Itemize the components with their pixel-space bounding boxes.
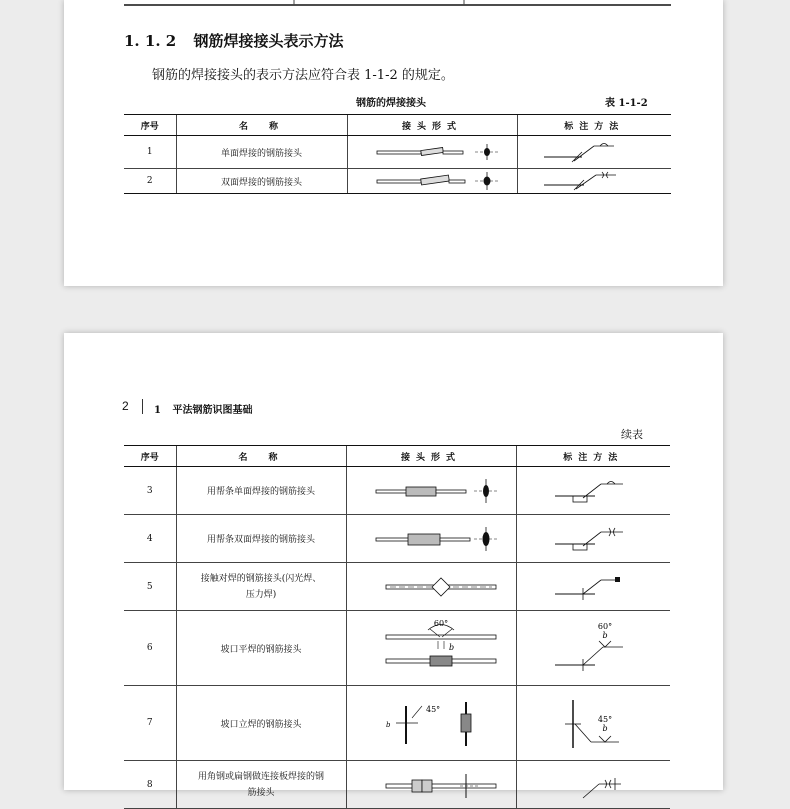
table-row xyxy=(124,686,670,761)
row-number: 1 xyxy=(124,136,176,169)
angle-label: 60° xyxy=(598,622,613,631)
notation-diagram xyxy=(517,136,671,169)
joint-form-diagram xyxy=(346,563,516,611)
gap-label: b xyxy=(602,724,608,733)
header-notation: 标注方法 xyxy=(516,446,670,467)
continued-label: 续表 xyxy=(621,428,643,441)
angle-plate-splice-joint-icon xyxy=(356,770,506,800)
table-number: 表 1-1-2 xyxy=(605,98,648,109)
row-number: 5 xyxy=(124,563,176,611)
notation-diagram xyxy=(516,686,670,761)
joint-form-diagram xyxy=(346,515,516,563)
notation-diagram xyxy=(516,563,670,611)
header-name: 名 称 xyxy=(176,446,346,467)
gap-label: b xyxy=(602,631,608,640)
table-row xyxy=(124,136,671,169)
page-2 xyxy=(64,333,723,798)
notation-diagram xyxy=(517,169,671,194)
page-number: 2 xyxy=(122,399,129,413)
chapter-title: 平法钢筋识图基础 xyxy=(172,405,253,416)
joint-form-diagram xyxy=(346,467,516,515)
table-row xyxy=(124,761,670,809)
table-header-row xyxy=(124,115,671,136)
single-sided-weld-joint-icon xyxy=(357,140,507,164)
header-joint-form: 接头形式 xyxy=(346,446,516,467)
single-splice-bar-weld-joint-icon xyxy=(356,476,506,506)
joint-form-diagram xyxy=(346,611,516,686)
double-splice-weld-symbol-icon xyxy=(533,524,653,554)
joint-form-diagram xyxy=(347,136,517,169)
joint-form-diagram xyxy=(346,686,516,761)
header-no: 序号 xyxy=(124,446,176,467)
butt-weld-symbol-icon xyxy=(533,572,653,602)
table-row xyxy=(124,611,670,686)
running-header xyxy=(154,401,252,416)
weld-joint-table xyxy=(124,114,671,194)
angle-label: 60° xyxy=(433,619,449,628)
table-caption: 钢筋的焊接接头 xyxy=(356,98,426,109)
double-sided-weld-joint-icon xyxy=(357,170,507,192)
row-name: 坡口立焊的钢筋接头 xyxy=(176,686,346,761)
header-no: 序号 xyxy=(124,115,176,136)
table-row xyxy=(124,515,670,563)
section-number: 1. 1. 2 xyxy=(124,32,177,50)
page-1 xyxy=(64,0,723,286)
row-number: 6 xyxy=(124,611,176,686)
angle-plate-weld-symbol-icon xyxy=(533,770,653,800)
angle-label: 45° xyxy=(598,715,613,724)
groove-flat-weld-symbol-icon xyxy=(533,617,653,679)
row-number: 3 xyxy=(124,467,176,515)
section-title: 钢筋焊接接头表示方法 xyxy=(193,32,344,50)
single-sided-weld-symbol-icon xyxy=(534,140,654,164)
notation-diagram xyxy=(516,467,670,515)
groove-flat-weld-joint-icon xyxy=(356,617,506,679)
table-header-row xyxy=(124,446,670,467)
joint-form-diagram xyxy=(347,169,517,194)
row-name: 用角钢或扁钢做连接板焊接的钢筋接头 xyxy=(176,761,346,809)
butt-flash-weld-joint-icon xyxy=(356,572,506,602)
row-name: 接触对焊的钢筋接头(闪光焊、压力焊) xyxy=(176,563,346,611)
table-row xyxy=(124,563,670,611)
row-name: 用帮条双面焊接的钢筋接头 xyxy=(176,515,346,563)
row-number: 7 xyxy=(124,686,176,761)
notation-diagram xyxy=(516,761,670,809)
row-number: 4 xyxy=(124,515,176,563)
double-sided-weld-symbol-icon xyxy=(534,170,654,192)
gap-label: b xyxy=(386,721,391,729)
double-splice-bar-weld-joint-icon xyxy=(356,524,506,554)
section-heading xyxy=(124,30,343,51)
joint-form-diagram xyxy=(346,761,516,809)
row-number: 2 xyxy=(124,169,176,194)
table-row xyxy=(124,467,670,515)
table-row xyxy=(124,169,671,194)
groove-vertical-weld-joint-icon xyxy=(356,692,506,754)
header-divider xyxy=(142,399,143,414)
notation-diagram xyxy=(516,515,670,563)
notation-diagram xyxy=(516,611,670,686)
header-notation: 标注方法 xyxy=(517,115,671,136)
weld-joint-table-continued xyxy=(124,445,670,809)
angle-label: 45° xyxy=(426,705,441,714)
groove-vertical-weld-symbol-icon xyxy=(533,692,653,754)
row-name: 坡口平焊的钢筋接头 xyxy=(176,611,346,686)
chapter-number: 1 xyxy=(154,405,161,416)
header-joint-form: 接头形式 xyxy=(347,115,517,136)
row-name: 双面焊接的钢筋接头 xyxy=(176,169,347,194)
single-splice-weld-symbol-icon xyxy=(533,476,653,506)
row-name: 单面焊接的钢筋接头 xyxy=(176,136,347,169)
previous-table-stub xyxy=(124,0,671,8)
gap-label: b xyxy=(449,643,455,652)
row-number: 8 xyxy=(124,761,176,809)
body-text: 钢筋的焊接接头的表示方法应符合表 1-1-2 的规定。 xyxy=(152,68,454,83)
header-name: 名 称 xyxy=(176,115,347,136)
row-name: 用帮条单面焊接的钢筋接头 xyxy=(176,467,346,515)
